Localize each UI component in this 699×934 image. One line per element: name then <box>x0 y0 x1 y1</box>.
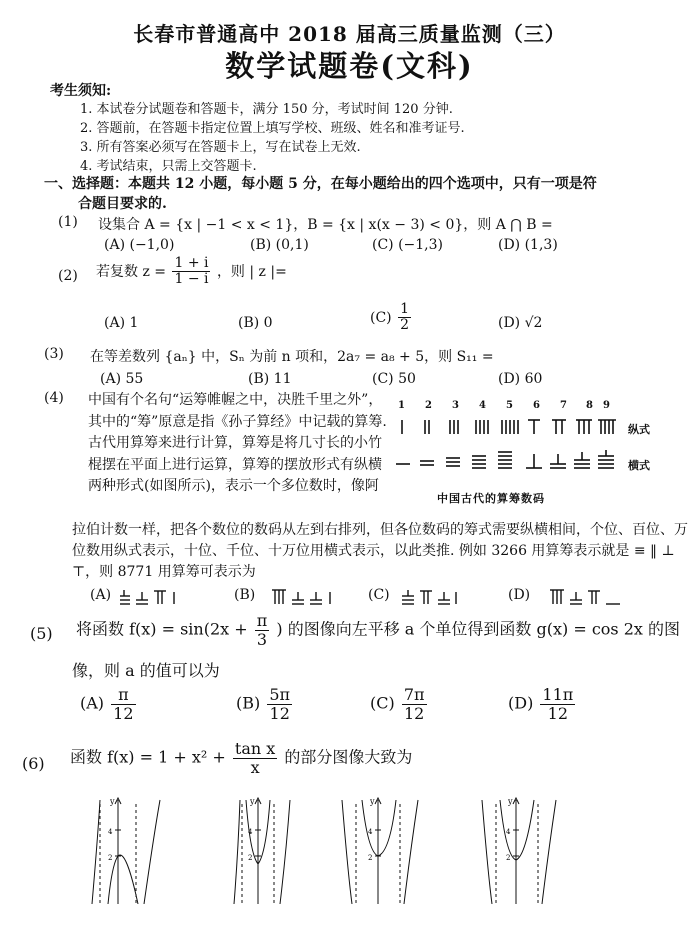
q5-option-c <box>370 686 429 722</box>
q2-number: (2) <box>58 268 78 284</box>
q4-option-rods <box>120 586 699 608</box>
q3-stem: 在等差数列 {aₙ} 中，Sₙ 为前 n 项和，2a₇ = a₈ + 5，则 S₁₁ = <box>90 349 494 365</box>
q1-option-b: (B) (0,1) <box>250 237 309 253</box>
q4-option-c: (C) <box>368 587 390 603</box>
exam-subtitle: 数学试题卷(文科) <box>225 49 474 83</box>
q5-number: (5) <box>30 624 53 643</box>
exam-title: 长春市普通高中 2018 届高三质量监测（三） <box>133 22 566 46</box>
q5-option-d-den: 12 <box>547 703 569 723</box>
q5-stem-post: ) 的图像向左平移 a 个单位得到函数 g(x) = cos 2x 的图 <box>276 619 681 639</box>
q5-option-d-label: (D) <box>508 693 534 713</box>
rod-digit: 8 <box>586 400 593 411</box>
q5-option-c-label: (C) <box>370 693 395 713</box>
section-heading: 一、选择题：本题共 12 小题，每小题 5 分，在每小题给出的四个选项中，只有一项是符 <box>44 176 597 192</box>
q5-option-d-fraction <box>540 686 575 722</box>
q6-graph-c-ylabel: y <box>370 797 375 806</box>
q5-option-c-den: 12 <box>404 703 425 723</box>
q5-option-a-den: 12 <box>113 703 134 723</box>
q4-option-b: (B) <box>234 587 256 603</box>
q6-graph-b-tick4: 4 <box>248 828 253 836</box>
rod-caption: 中国古代的算筹数码 <box>437 492 545 505</box>
q1-stem: 设集合 A = {x | −1 < x < 1}，B = {x | x(x − 3) < 0}，则 A ⋂ B = <box>98 217 553 233</box>
q4-option-d: (D) <box>508 587 531 603</box>
q4-text: 中国有个名句“运筹帷幄之中，决胜千里之外”，其中的“筹”原意是指《孙子算经》中记载的算筹. 古代用算筹来进行计算，算筹是将几寸长的小竹棍摆在平面上进行运算，算筹的摆放形式有纵横两种形式(如图所示)，表示一个多位数时，像阿 <box>88 392 387 494</box>
q3-option-b: (B) 11 <box>248 371 292 387</box>
q2-frac-den: 1 − i <box>174 271 209 288</box>
q5-option-c-num: 7π <box>403 685 425 704</box>
q2-option-a: (A) 1 <box>104 315 139 331</box>
rod-digit: 7 <box>560 400 567 411</box>
q5-frac-den: 3 <box>256 629 268 649</box>
q5-option-b-label: (B) <box>236 693 261 713</box>
notice-item: 2. 答题前，在答题卡指定位置上填写学校、班级、姓名和准考证号. <box>80 121 465 136</box>
q2-option-c <box>370 302 413 334</box>
q5-option-a-fraction <box>111 686 135 722</box>
q1-option-a: (A) (−1,0) <box>104 237 175 253</box>
q6-graph-b <box>228 794 318 904</box>
notice-heading: 考生须知: <box>50 83 112 99</box>
q2-option-c-den: 2 <box>400 317 410 334</box>
q6-graph-c-tick2: 2 <box>368 854 373 862</box>
q2-stem <box>96 256 287 288</box>
q5-option-a-num: π <box>111 686 135 705</box>
q5-stem-line2: 像，则 a 的值可以为 <box>72 661 220 680</box>
section-heading-cont: 合题目要求的. <box>78 196 167 212</box>
q2-option-c-num: 1 <box>400 301 410 317</box>
q2-stem-pre: 若复数 z = <box>96 263 167 280</box>
q2-option-c-label: (C) <box>370 309 392 326</box>
q5-stem <box>76 612 680 648</box>
q5-option-a-label: (A) <box>80 693 105 713</box>
q5-option-a <box>80 686 138 722</box>
q6-graph-a <box>88 794 178 904</box>
notice-item: 3. 所有答案必须写在答题卡上，写在试卷上无效. <box>80 140 361 155</box>
q5-option-d <box>508 686 577 722</box>
q6-graph-c <box>338 794 438 904</box>
rod-digit: 3 <box>452 400 459 411</box>
q4-option-a: (A) <box>90 587 112 603</box>
q5-stem-pre: 将函数 f(x) = sin(2x + <box>76 619 248 639</box>
rod-digit: 2 <box>425 400 432 411</box>
q3-option-d: (D) 60 <box>498 371 543 387</box>
notice-item: 4. 考试结束，只需上交答题卡. <box>80 159 257 174</box>
q5-option-b <box>236 686 294 722</box>
rod-digit: 1 <box>398 400 405 411</box>
notice-item: 1. 本试卷分试题卷和答题卡，满分 150 分，考试时间 120 分钟. <box>80 102 453 117</box>
q4-text-cont: 拉伯计数一样，把各个数位的数码从左到右排列，但各位数码的筹式需要纵横相间，个位、百位、万位数用纵式表示，十位、千位、十万位用横式表示，以此类推. 例如 3266 用算筹表示就是 ≡ ‖ ⊥ ⊤，则 8771 用算筹可表示为 <box>72 522 688 580</box>
q2-option-d: (D) √2 <box>498 315 543 331</box>
q4-number: (4) <box>44 390 64 406</box>
q3-option-c: (C) 50 <box>372 371 416 387</box>
q2-option-b: (B) 0 <box>238 315 273 331</box>
q5-option-c-fraction <box>402 686 427 722</box>
q6-fraction <box>233 740 277 776</box>
q5-option-b-num: 5π <box>269 685 291 704</box>
rod-digit: 5 <box>506 400 513 411</box>
q6-graph-d-tick4: 4 <box>506 828 511 836</box>
q6-stem <box>70 740 412 776</box>
counting-rods-figure <box>392 412 632 472</box>
rod-digit: 4 <box>479 400 486 411</box>
q6-graph-d-tick2: 2 <box>506 854 511 862</box>
q5-frac-num: π <box>256 611 268 630</box>
rod-digit: 6 <box>533 400 540 411</box>
q6-stem-post: 的部分图像大致为 <box>284 747 413 767</box>
rod-label-vertical: 纵式 <box>628 423 650 436</box>
q6-graph-a-ylabel: y <box>110 797 115 806</box>
q2-fraction <box>172 256 210 288</box>
q6-frac-num: tan x <box>234 739 276 758</box>
q3-option-a: (A) 55 <box>100 371 144 387</box>
q1-option-d: (D) (1,3) <box>498 237 558 253</box>
q5-option-d-num: 11π <box>542 685 574 704</box>
q5-option-b-fraction <box>267 686 292 722</box>
q6-graph-b-ylabel: y <box>250 797 255 806</box>
q3-number: (3) <box>44 346 64 362</box>
rod-digit: 9 <box>603 400 610 411</box>
rod-label-horizontal: 横式 <box>628 459 650 472</box>
q2-stem-post: ，则 | z |= <box>216 263 287 280</box>
q6-graph-a-tick2: 2 <box>108 854 113 862</box>
q6-graph-d <box>478 794 578 904</box>
q2-frac-num: 1 + i <box>174 255 209 271</box>
q6-frac-den: x <box>250 757 260 777</box>
q5-option-b-den: 12 <box>269 703 290 723</box>
q2-option-c-fraction <box>398 302 411 334</box>
q5-fraction <box>255 612 270 648</box>
q1-number: (1) <box>58 214 78 230</box>
q6-stem-pre: 函数 f(x) = 1 + x² + <box>70 747 226 767</box>
q6-graph-b-tick2: 2 <box>248 854 253 862</box>
q6-number: (6) <box>22 754 45 773</box>
q1-option-c: (C) (−1,3) <box>372 237 444 253</box>
q6-graph-d-ylabel: y <box>508 797 513 806</box>
q6-graph-a-tick4: 4 <box>108 828 113 836</box>
q6-graph-c-tick4: 4 <box>368 828 373 836</box>
